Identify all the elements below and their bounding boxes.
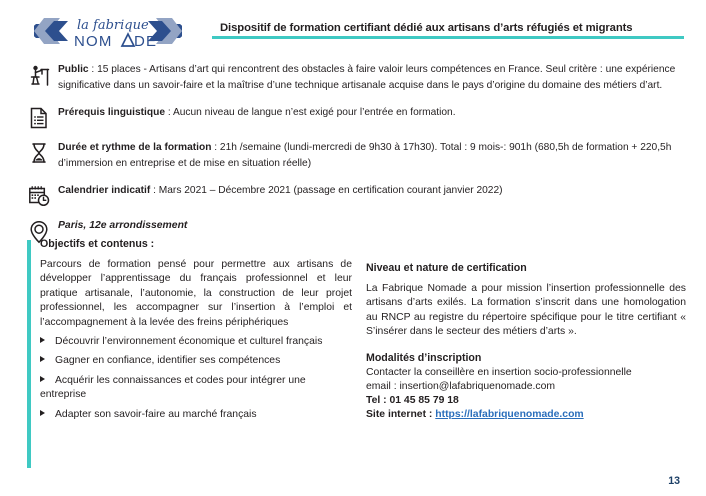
banner-title: Dispositif de formation certifiant dédié aux artisans d’arts réfugiés et migrants	[220, 22, 633, 34]
info-row-calendrier-body: Mars 2021 – Décembre 2021 (passage en certification courant janvier 2022)	[158, 185, 503, 197]
list-item-label: Découvrir l’environnement économique et culturel français	[55, 336, 323, 348]
info-row-duree-body: 21h /semaine (lundi-mercredi de 9h30 à 17h30). Total : 9 mois-: 901h (680,5h de formation + 220,5h d’immersion en entreprise et de mise en situation réelle)	[58, 142, 672, 169]
info-row-duree-text	[56, 140, 688, 171]
inscription-tel-value: 01 45 85 79 18	[389, 395, 459, 407]
inscription-site-line	[366, 408, 686, 422]
logo-artwork	[34, 10, 182, 52]
objectifs-bullet-list	[40, 335, 352, 422]
list-item	[40, 354, 352, 368]
list-item-label: Adapter son savoir-faire au marché français	[55, 408, 257, 420]
list-item-label: Gagner en confiance, identifier ses compétences	[55, 355, 281, 367]
svg-text:DE: DE	[134, 33, 158, 50]
hourglass-icon	[22, 140, 56, 164]
info-row-prerequis-label: Prérequis linguistique	[58, 107, 165, 119]
inscription-email-value: insertion@lafabriquenomade.com	[399, 380, 556, 392]
inscription-heading: Modalités d’inscription	[366, 351, 482, 364]
triangle-bullet-icon	[40, 337, 45, 343]
header-banner	[212, 22, 692, 39]
list-item	[40, 335, 352, 349]
info-row-calendrier-separator: :	[150, 185, 159, 197]
info-row-public-body: 15 places - Artisans d’art qui rencontrent des obstacles à faire valoir leurs compétences en France. Seul critère : une expérience significative dans un savoir-faire et la maîtrise d’une technique artisanale acquise dans le pays d’origine du domaine des métiers d’art.	[58, 64, 676, 91]
person-at-workbench-icon	[22, 62, 56, 88]
column-certification	[366, 262, 686, 422]
list-item	[40, 408, 352, 422]
calendar-clock-icon	[22, 183, 56, 207]
info-row-lieu-body: Paris, 12e arrondissement	[58, 220, 188, 232]
document-list-icon	[22, 105, 56, 129]
objectifs-heading: Objectifs et contenus :	[40, 238, 155, 250]
inscription-tel-label: Tel :	[366, 395, 390, 407]
svg-text:NOM: NOM	[74, 33, 113, 50]
info-row-prerequis-separator: :	[165, 107, 173, 119]
inscription-email-line	[366, 380, 686, 394]
list-item	[40, 374, 352, 403]
info-row-public	[0, 62, 706, 93]
triangle-bullet-icon	[40, 376, 45, 382]
certification-heading: Niveau et nature de certification	[366, 262, 527, 274]
info-row-prerequis-body: Aucun niveau de langue n’est exigé pour l’entrée en formation.	[172, 107, 456, 119]
certification-paragraph: La Fabrique Nomade a pour mission l’insertion professionnelle des artisans d’arts exilés. La formation s’inscrit dans une homologation au RNCP au registre du répertoire spécifique pour le titre certifiant « S’insérer dans le secteur des métiers d’arts ».	[366, 283, 686, 338]
info-row-duree-label: Durée et rythme de la formation	[58, 142, 212, 154]
info-row-calendrier	[0, 183, 706, 207]
inscription-tel-line	[366, 394, 686, 408]
svg-text:la fabrique: la fabrique	[77, 18, 149, 33]
page-number: 13	[668, 475, 680, 487]
info-row-calendrier-text	[56, 183, 688, 199]
brand-logo	[34, 10, 182, 52]
info-row-lieu-text	[56, 218, 688, 234]
info-row-duree-separator: :	[211, 142, 220, 154]
info-row-public-label: Public	[58, 64, 89, 75]
info-row-prerequis	[0, 105, 706, 129]
triangle-bullet-icon	[40, 410, 45, 416]
list-item-label: Acquérir les connaissances et codes pour intégrer une entreprise	[40, 374, 306, 401]
info-row-public-separator: :	[88, 64, 98, 75]
banner-rule	[212, 36, 684, 39]
accent-bar	[27, 240, 31, 468]
triangle-bullet-icon	[40, 356, 45, 362]
info-rows	[0, 62, 706, 244]
info-row-duree	[0, 140, 706, 171]
info-row-calendrier-label: Calendrier indicatif	[58, 185, 151, 197]
inscription-site-label: Site internet :	[366, 409, 436, 421]
page-header	[0, 0, 706, 56]
column-objectifs	[40, 238, 352, 422]
content-area	[0, 238, 706, 470]
inscription-email-label: email :	[366, 380, 400, 392]
website-link[interactable]: https://lafabriquenomade.com	[435, 409, 584, 421]
info-row-public-text	[56, 62, 688, 93]
inscription-contact-intro: Contacter la conseillère en insertion socio-professionnelle	[366, 366, 632, 378]
info-row-prerequis-text	[56, 105, 688, 121]
objectifs-paragraph: Parcours de formation pensé pour permettre aux artisans de développer l’apprentissage du français professionnel et leur pratique artisanale, l’autonomie, la construction de leur projet professionnel, les accompagner sur l’insertion à l’emploi et l’accompagnement à la levée des freins périphériques	[40, 259, 352, 328]
